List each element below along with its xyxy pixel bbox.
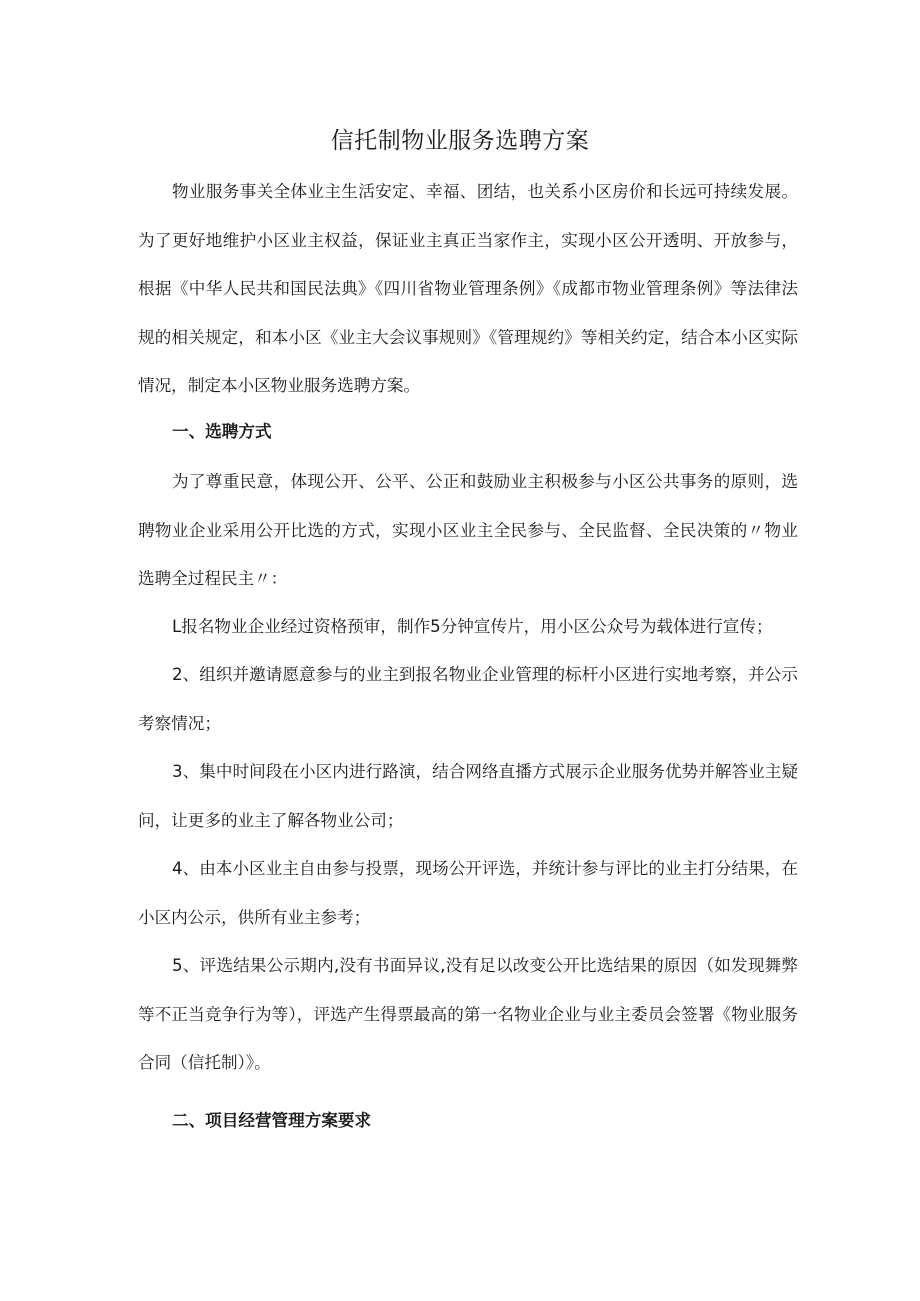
section-heading-management-plan: 二、项目经营管理方案要求 xyxy=(172,1111,372,1130)
section-heading-selection-method: 一、选聘方式 xyxy=(172,422,272,441)
list-item: 4、由本小区业主自由参与投票，现场公开评选，并统计参与评比的业主打分结果，在小区内公示，供所有业主参考； xyxy=(138,859,798,927)
list-item: L报名物业企业经过资格预审，制作5分钟宣传片，用小区公众号为载体进行宣传； xyxy=(172,617,773,636)
intro-paragraph: 物业服务事关全体业主生活安定、幸福、团结，也关系小区房价和长远可持续发展。为了更好地维护小区业主权益，保证业主真正当家作主，实现小区公开透明、开放参与，根据《中华人民共和国民法典》《四川省物业管理条例》《成都市物业管理条例》等法律法规的相关规定，和本小区《业主大会议事规则》《管理规约》等相关约定，结合本小区实际情况，制定本小区物业服务选聘方案。 xyxy=(138,182,798,395)
list-item: 2、组织并邀请愿意参与的业主到报名物业企业管理的标杆小区进行实地考察，并公示考察情况； xyxy=(138,665,798,733)
section1-lead-paragraph: 为了尊重民意，体现公开、公平、公正和鼓励业主积极参与小区公共事务的原则，选聘物业企业采用公开比选的方式，实现小区业主全民参与、全民监督、全民决策的〃物业选聘全过程民主〃： xyxy=(138,472,798,588)
document-title: 信托制物业服务选聘方案 xyxy=(330,128,590,154)
list-item: 5、评选结果公示期内,没有书面异议,没有足以改变公开比选结果的原因（如发现舞弊等不正当竞争行为等），评选产生得票最高的第一名物业企业与业主委员会签署《物业服务合同（信托制）》。 xyxy=(138,956,798,1072)
list-item: 3、集中时间段在小区内进行路演，结合网络直播方式展示企业服务优势并解答业主疑问，让更多的业主了解各物业公司； xyxy=(138,762,798,830)
